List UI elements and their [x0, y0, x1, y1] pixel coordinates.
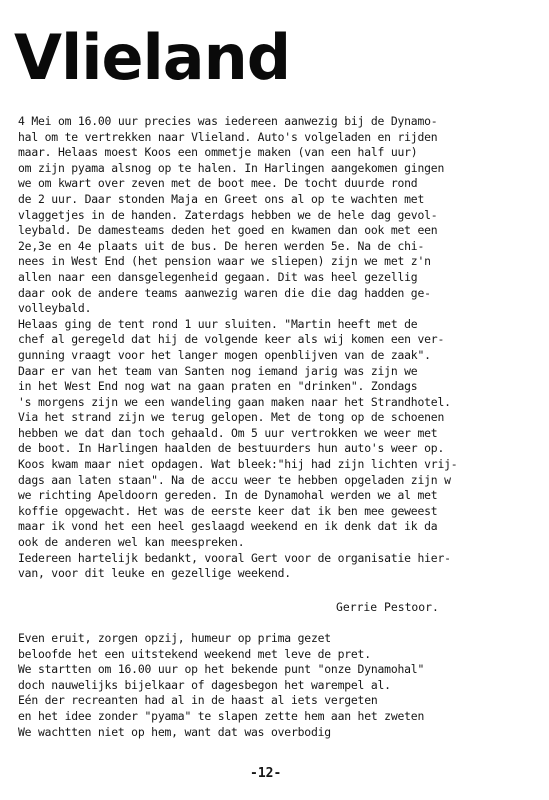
text-line: daar ook de andere teams aanwezig waren die die dag hadden ge-	[18, 285, 431, 300]
text-line: de 2 uur. Daar stonden Maja en Greet ons al op te wachten met	[18, 191, 425, 206]
text-line: we richting Apeldoorn gereden. In de Dynamohal werden we al met	[18, 488, 438, 503]
text-line: Iedereen hartelijk bedankt, vooral Gert voor de organisatie hier-	[18, 550, 451, 565]
author-signature: Gerrie Pestoor.	[336, 600, 439, 614]
text-line: volleybald.	[18, 301, 92, 316]
poem-line: en het idee zonder "pyama" te slapen zette hem aan het zweten	[18, 708, 425, 723]
text-line: vlaggetjes in de handen. Zaterdags hebben we de hele dag gevol-	[18, 207, 438, 222]
text-line: chef al geregeld dat hij de volgende keer als wij komen een ver-	[18, 332, 445, 347]
text-line: 4 Mei om 16.00 uur precies was iedereen aanwezig bij de Dynamo-	[18, 114, 438, 128]
article-body	[18, 114, 538, 582]
text-line: maar. Helaas moest Koos een ommetje maken (van een half uur)	[18, 145, 418, 160]
text-line: we om kwart over zeven met de boot mee. De tocht duurde rond	[18, 176, 418, 191]
text-line: hebben we dat dan toch gehaald. Om 5 uur vertrokken we weer met	[18, 425, 438, 440]
text-line: de boot. In Harlingen haalden de bestuurders hun auto's weer op.	[18, 441, 445, 456]
poem-line: We startten om 16.00 uur op het bekende punt "onze Dynamohal"	[18, 662, 425, 677]
poem-line: We wachtten niet op hem, want dat was overbodig	[18, 724, 331, 739]
poem-line: Eén der recreanten had al in de haast al iets vergeten	[18, 693, 378, 708]
poem-line: Even eruit, zorgen opzij, humeur op prima gezet	[18, 631, 331, 645]
text-line: maar ik vond het een heel geslaagd weekend en ik denk dat ik da	[18, 519, 438, 534]
poem-text	[18, 631, 538, 740]
text-line: koffie opgewacht. Het was de eerste keer dat ik ben mee geweest	[18, 503, 438, 518]
poem-line: beloofde het een uitstekend weekend met leve de pret.	[18, 646, 371, 661]
text-line: gunning vraagt voor het langer mogen openblijven van de zaak".	[18, 347, 431, 362]
text-line: Koos kwam maar niet opdagen. Wat bleek:"hij had zijn lichten vrij-	[18, 457, 458, 472]
text-line: 2e,3e en 4e plaats uit de bus. De heren werden 5e. Na de chi-	[18, 238, 425, 253]
text-line: hal om te vertrekken naar Vlieland. Auto's volgeladen en rijden	[18, 129, 438, 144]
text-line: leybald. De damesteams deden het goed en kwamen dan ook met een	[18, 223, 438, 238]
text-line: 's morgens zijn we een wandeling gaan maken naar het Strandhotel.	[18, 394, 451, 409]
text-line: nees in West End (het pension waar we sliepen) zijn we met z'n	[18, 254, 431, 269]
text-line: ook de anderen wel kan meespreken.	[18, 535, 245, 550]
text-line: Helaas ging de tent rond 1 uur sluiten. "Martin heeft met de	[18, 316, 418, 331]
text-line: allen naar een dansgelegenheid gegaan. Dit was heel gezellig	[18, 269, 418, 284]
text-line: om zijn pyama alsnog op te halen. In Harlingen aangekomen gingen	[18, 160, 445, 175]
text-line: Via het strand zijn we terug gelopen. Met de tong op de schoenen	[18, 410, 445, 425]
text-line: Daar er van het team van Santen nog iemand jarig was zijn we	[18, 363, 418, 378]
text-line: in het West End nog wat na gaan praten en "drinken". Zondags	[18, 379, 418, 394]
text-line: van, voor dit leuke en gezellige weekend.	[18, 566, 291, 581]
page-title: Vlieland	[14, 21, 291, 94]
text-line: dags aan laten staan". Na de accu weer te hebben opgeladen zijn w	[18, 472, 451, 487]
poem-line: doch nauwelijks bijelkaar of dagesbegon het warempel al.	[18, 677, 391, 692]
page-number: -12-	[250, 766, 282, 781]
